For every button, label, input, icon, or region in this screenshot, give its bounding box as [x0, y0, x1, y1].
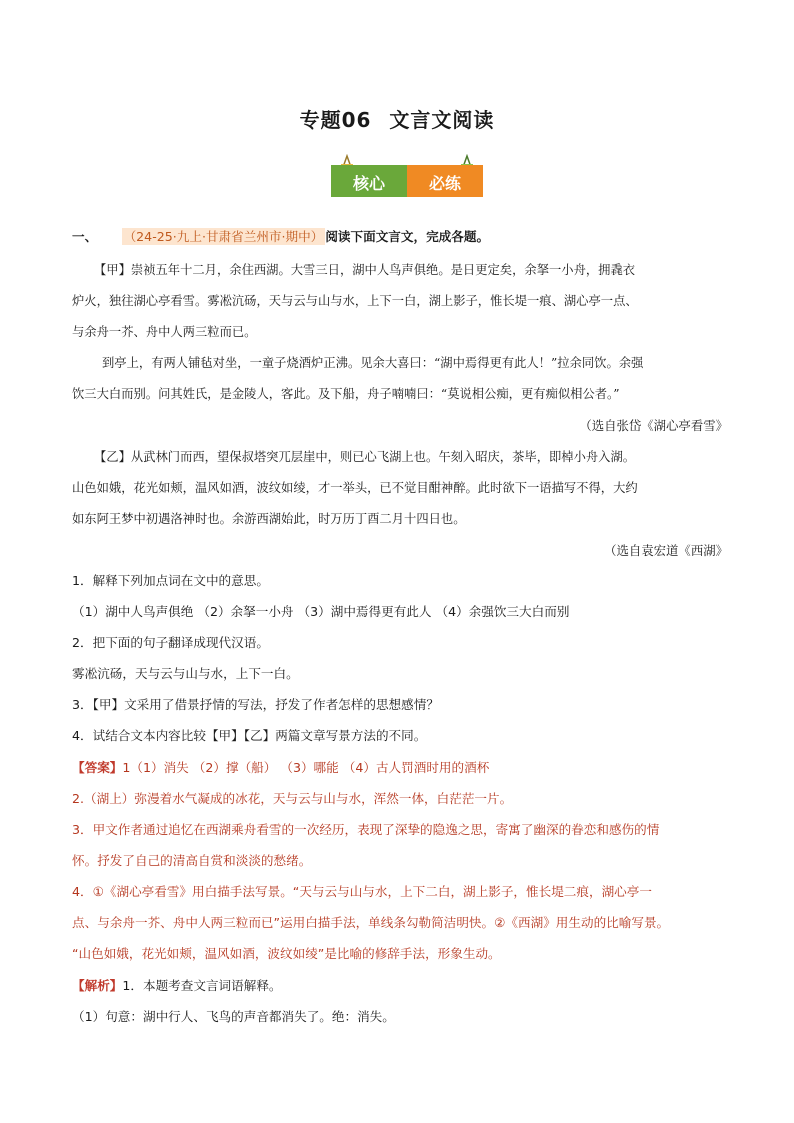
- question-2-sentence: 雾凇沆砀，天与云与山与水，上下一白。: [72, 666, 299, 681]
- title-part-2: 文言文阅读: [389, 108, 495, 132]
- analysis-label: 【解析】: [72, 978, 123, 993]
- passage-jia-source: （选自张岱《湖心亭看雪》: [579, 418, 728, 433]
- answer-2: 2.（湖上）弥漫着水气凝成的冰花，天与云与山与水，浑然一体，白茫茫一片。: [72, 791, 513, 806]
- answer-4-line: 点、与余舟一芥、舟中人两三粒而已”运用白描手法，单线条勾勒简洁明快。②《西湖》用生动的比喻写景。: [72, 915, 670, 930]
- passage-yi-source: （选自袁宏道《西湖》: [604, 543, 728, 558]
- answer-3-line: 3．甲文作者通过追忆在西湖乘舟看雪的一次经历，表现了深挚的隐逸之思，寄寓了幽深的眷恋和感伤的情: [72, 822, 660, 837]
- answer-3-line: 怀。抒发了自己的清高自赏和淡淡的愁绪。: [72, 853, 312, 868]
- answer-4-line: “山色如娥，花光如颊，温风如酒，波纹如绫”是比喻的修辞手法，形象生动。: [72, 946, 501, 961]
- analysis-line: （1）句意：湖中行人、飞鸟的声音都消失了。绝：消失。: [72, 1009, 395, 1024]
- answer-label: 【答案】: [72, 760, 123, 775]
- core-practice-badge: [331, 154, 483, 206]
- passage-jia-line: 饮三大白而别。问其姓氏，是金陵人，客此。及下船，舟子喃喃曰：“莫说相公痴，更有痴似相公者。”: [72, 387, 620, 401]
- question-3: 3．【甲】文采用了借景抒情的写法，抒发了作者怎样的思想感情？: [72, 697, 439, 712]
- passage-yi-line: 山色如娥，花光如颊，温风如酒，波纹如绫，才一举头，已不觉目酣神醉。此时欲下一语描写不得，大约: [72, 481, 638, 495]
- passage-yi-line: 如东阿王梦中初遇洛神时也。余游西湖始此，时万历丁酉二月十四日也。: [72, 512, 466, 526]
- passage-jia-line: 到亭上，有两人铺毡对坐，一童子烧酒炉正沸。见余大喜曰：“湖中焉得更有此人！”拉余同饮。余强: [102, 356, 644, 370]
- question-intro: 一、 （24-25·九上·甘肃省兰州市·期中） 阅读下面文言文，完成各题。: [72, 229, 490, 244]
- analysis-1: 【解析】1．本题考查文言词语解释。: [72, 978, 282, 993]
- title-part-1: 专题06: [299, 108, 372, 132]
- page-title: [0, 104, 794, 133]
- answer-1: 【答案】1（1）消失 （2）撑（船） （3）哪能 （4）古人罚酒时用的酒杯: [72, 760, 490, 775]
- question-1: 1．解释下列加点词在文中的意思。: [72, 573, 269, 588]
- answer-4-line: 4．①《湖心亭看雪》用白描手法写景。“天与云与山与水，上下二白，湖上影子，惟长堤二痕，湖心亭一: [72, 884, 652, 899]
- question-source: （24-25·九上·甘肃省兰州市·期中）: [123, 229, 324, 244]
- badge-right-label: 必练: [428, 174, 461, 193]
- passage-jia-line: 【甲】崇祯五年十二月，余住西湖。大雪三日，湖中人鸟声俱绝。是日更定矣，余拏一小舟，拥毳衣: [94, 263, 636, 277]
- passage-jia-line: 炉火，独往湖心亭看雪。雾凇沆砀，天与云与山与水，上下一白，湖上影子，惟长堤一痕、湖心亭一点、: [72, 294, 638, 308]
- badge-left-label: 核心: [352, 174, 385, 193]
- question-1-items: （1）湖中人鸟声俱绝 （2）余拏一小舟 （3）湖中焉得更有此人 （4）余强饮三大白而别: [72, 604, 570, 619]
- passage-jia-line: 与余舟一芥、舟中人两三粒而已。: [72, 325, 257, 339]
- question-4: 4．试结合文本内容比较【甲】【乙】两篇文章写景方法的不同。: [72, 728, 427, 743]
- question-2: 2．把下面的句子翻译成现代汉语。: [72, 635, 269, 650]
- passage-yi-line: 【乙】从武林门而西，望保叔塔突兀层崖中，则已心飞湖上也。午刻入昭庆，茶毕，即棹小舟入湖。: [94, 450, 636, 464]
